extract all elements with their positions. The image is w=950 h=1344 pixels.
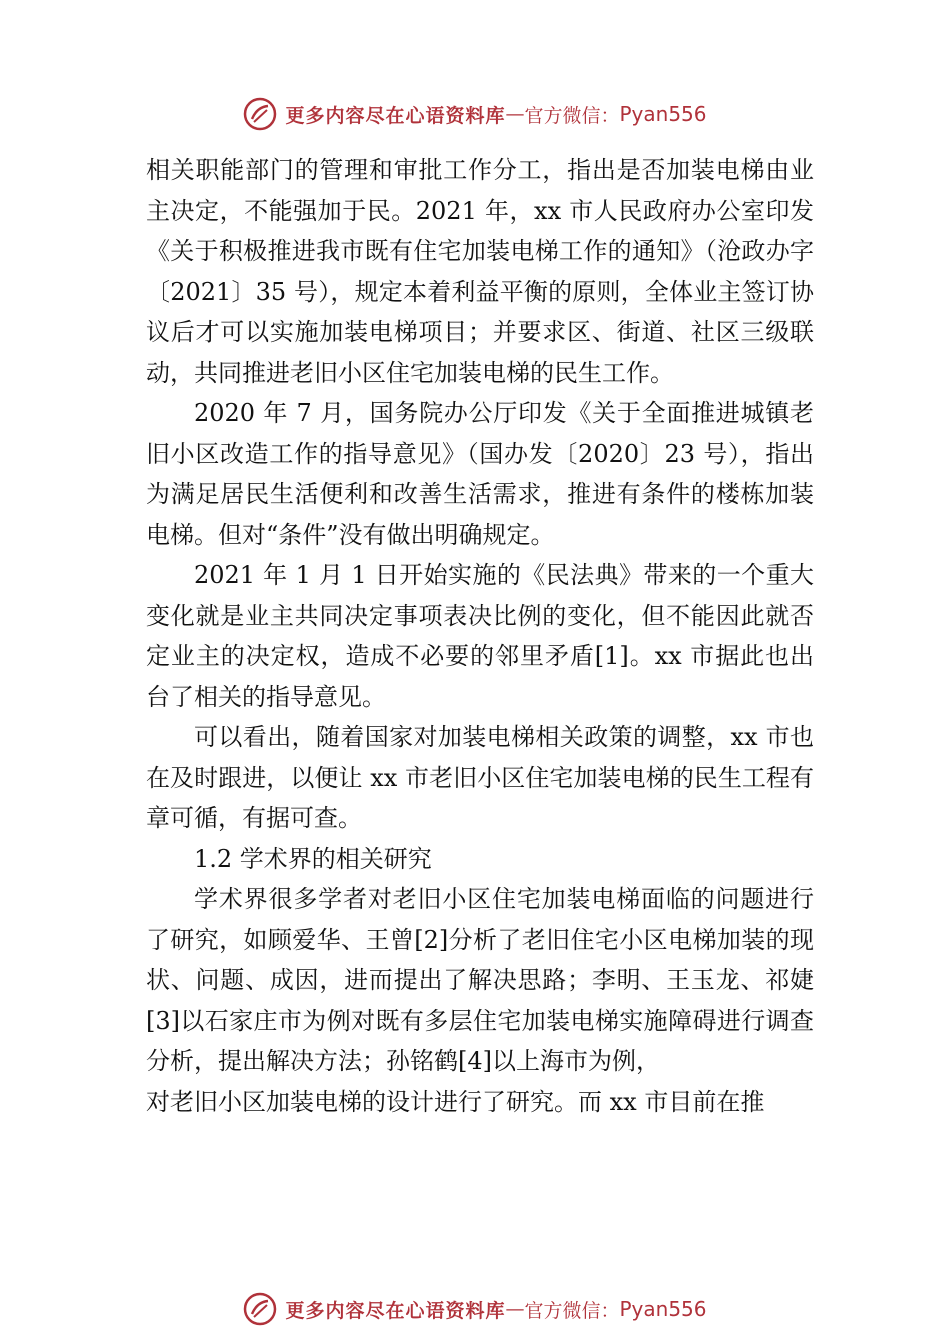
banner-title: 更多内容尽在心语资料库	[285, 1299, 506, 1322]
paragraph: 2021 年 1 月 1 日开始实施的《民法典》带来的一个重大变化就是业主共同决定事项表决比例的变化，但不能因此就否定业主的决定权，造成不必要的邻里矛盾[1]。xx 市据此也出台了相关的指导意见。	[146, 561, 814, 711]
paragraph: 2020 年 7 月，国务院办公厅印发《关于全面推进城镇老旧小区改造工作的指导意见》（国办发〔2020〕23 号），指出为满足居民生活便利和改善生活需求，推进有条件的楼栋加装电梯。但对“条件”没有做出明确规定。	[146, 399, 814, 549]
banner-official-label: 官方微信：	[524, 104, 620, 127]
header-banner	[0, 92, 950, 136]
banner-wechat-id: Pyan556	[619, 1297, 707, 1321]
paragraph: 对老旧小区加装电梯的设计进行了研究。而 xx 市目前在推	[146, 1087, 765, 1116]
banner-wechat-id: Pyan556	[619, 102, 707, 126]
paragraph: 学术界很多学者对老旧小区住宅加装电梯面临的问题进行了研究，如顾爱华、王曾[2]分析了老旧住宅小区电梯加装的现状、问题、成因，进而提出了解决思路；李明、王玉龙、祁婕[3]以石家庄市为例对既有多层住宅加装电梯实施障碍进行调查分析，提出解决方法；孙铭鹤[4]以上海市为例，	[146, 885, 814, 1075]
footer-banner	[0, 1287, 950, 1331]
brand-logo-icon	[243, 97, 277, 131]
banner-official-label: 官方微信：	[524, 1299, 620, 1322]
banner-dash: —	[505, 103, 525, 125]
paragraph: 相关职能部门的管理和审批工作分工，指出是否加装电梯由业主决定，不能强加于民。2021 年，xx 市人民政府办公室印发《关于积极推进我市既有住宅加装电梯工作的通知》（沧政办字〔2021〕35 号），规定本着利益平衡的原则，全体业主签订协议后才可以实施加装电梯项目；并要求区、街道、社区三级联动，共同推进老旧小区住宅加装电梯的民生工作。	[146, 156, 814, 387]
banner-dash: —	[505, 1298, 525, 1320]
paragraph: 可以看出，随着国家对加装电梯相关政策的调整，xx 市也在及时跟进，以便让 xx 市老旧小区住宅加装电梯的民生工程有章可循，有据可查。	[146, 723, 814, 832]
brand-logo-icon	[243, 1292, 277, 1326]
section-heading: 1.2 学术界的相关研究	[194, 844, 432, 873]
banner-title: 更多内容尽在心语资料库	[285, 104, 506, 127]
document-body	[146, 150, 814, 1122]
